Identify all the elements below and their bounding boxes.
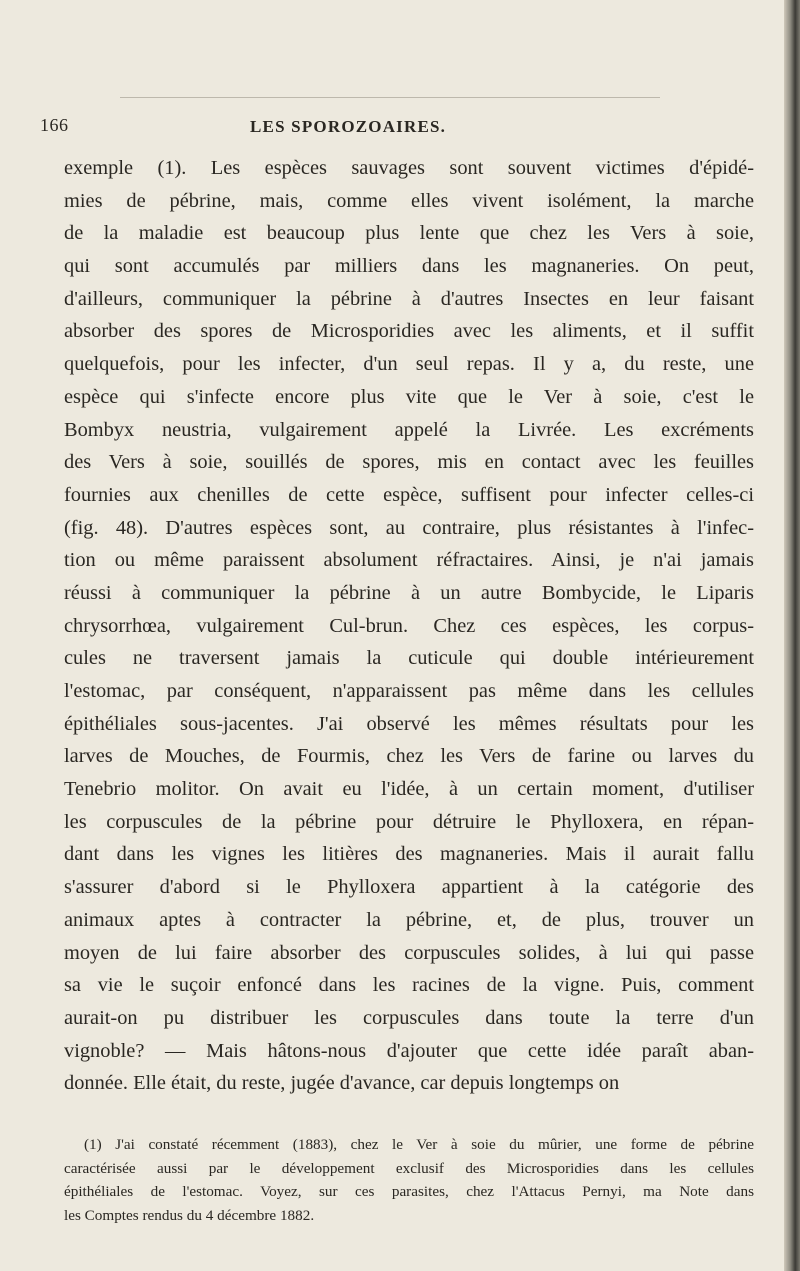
text-line: réussi à communiquer la pébrine à un autre Bombycide, le Liparis [64,581,754,604]
footnote-line: les Comptes rendus du 4 décembre 1882. [64,1206,315,1224]
text-line: fournies aux chenilles de cette espèce, suffisent pour infecter celles-ci [64,483,754,506]
text-line: tion ou même paraissent absolument réfractaires. Ainsi, je n'ai jamais [64,549,754,572]
footnote-line: caractérisée aussi par le développement exclusif des Microsporidies dans les cellules [64,1159,754,1177]
text-line: espèce qui s'infecte encore plus vite que le Ver à soie, c'est le [64,385,754,408]
footnote-line: épithéliales de l'estomac. Voyez, sur ces parasites, chez l'Attacus Pernyi, ma Note dans [64,1183,754,1200]
text-line: (fig. 48). D'autres espèces sont, au contraire, plus résistantes à l'infec- [64,516,754,539]
text-line: exemple (1). Les espèces sauvages sont souvent victimes d'épidé- [64,157,754,179]
text-line: quelquefois, pour les infecter, d'un seul repas. Il y a, du reste, une [64,353,754,376]
text-line: Tenebrio molitor. On avait eu l'idée, à un certain moment, d'utiliser [64,778,754,801]
text-line: moyen de lui faire absorber des corpuscules solides, à lui qui passe [64,941,754,964]
text-line: des Vers à soie, souillés de spores, mis en contact avec les feuilles [64,451,754,474]
text-line: s'assurer d'abord si le Phylloxera appartient à la catégorie des [64,876,754,899]
text-line: de la maladie est beaucoup plus lente que chez les Vers à soie, [64,222,754,245]
text-line: vignoble? — Mais hâtons-nous d'ajouter que cette idée paraît aban- [64,1039,754,1062]
text-line: d'ailleurs, communiquer la pébrine à d'autres Insectes en leur faisant [64,287,754,310]
page-edge [784,0,800,1271]
text-line: absorber des spores de Microsporidies avec les aliments, et il suffit [64,320,754,343]
text-line: larves de Mouches, de Fourmis, chez les Vers de farine ou larves du [64,745,754,768]
page-header [40,115,740,141]
text-line: animaux aptes à contracter la pébrine, et, de plus, trouver un [64,908,754,931]
text-line: qui sont accumulés par milliers dans les magnaneries. On peut, [64,255,754,278]
header-rule [120,97,660,98]
text-line: épithéliales sous-jacentes. J'ai observé les mêmes résultats pour les [64,712,754,735]
main-text [64,152,754,1100]
text-line: les corpuscules de la pébrine pour détruire le Phylloxera, en répan- [64,810,754,833]
text-line: mies de pébrine, mais, comme elles vivent isolément, la marche [64,189,754,212]
text-line: l'estomac, par conséquent, n'apparaissent pas même dans les cellules [64,680,754,702]
page-number: 166 [40,115,69,135]
text-line: dant dans les vignes les litières des magnaneries. Mais il aurait fallu [64,843,754,866]
footnote [64,1133,754,1227]
text-line: cules ne traversent jamais la cuticule qui double intérieurement [64,647,754,670]
text-line: sa vie le suçoir enfoncé dans les racines de la vigne. Puis, comment [64,974,754,997]
running-title: LES SPOROZOAIRES. [250,117,447,136]
footnote-line: (1) J'ai constaté récemment (1883), chez le Ver à soie du mûrier, une forme de pébrine [84,1136,754,1153]
text-line: donnée. Elle était, du reste, jugée d'avance, car depuis longtemps on [64,1072,620,1095]
text-line: aurait-on pu distribuer les corpuscules dans toute la terre d'un [64,1006,754,1029]
text-line: Bombyx neustria, vulgairement appelé la Livrée. Les excréments [64,418,754,441]
text-line: chrysorrhœa, vulgairement Cul-brun. Chez ces espèces, les corpus- [64,614,754,637]
